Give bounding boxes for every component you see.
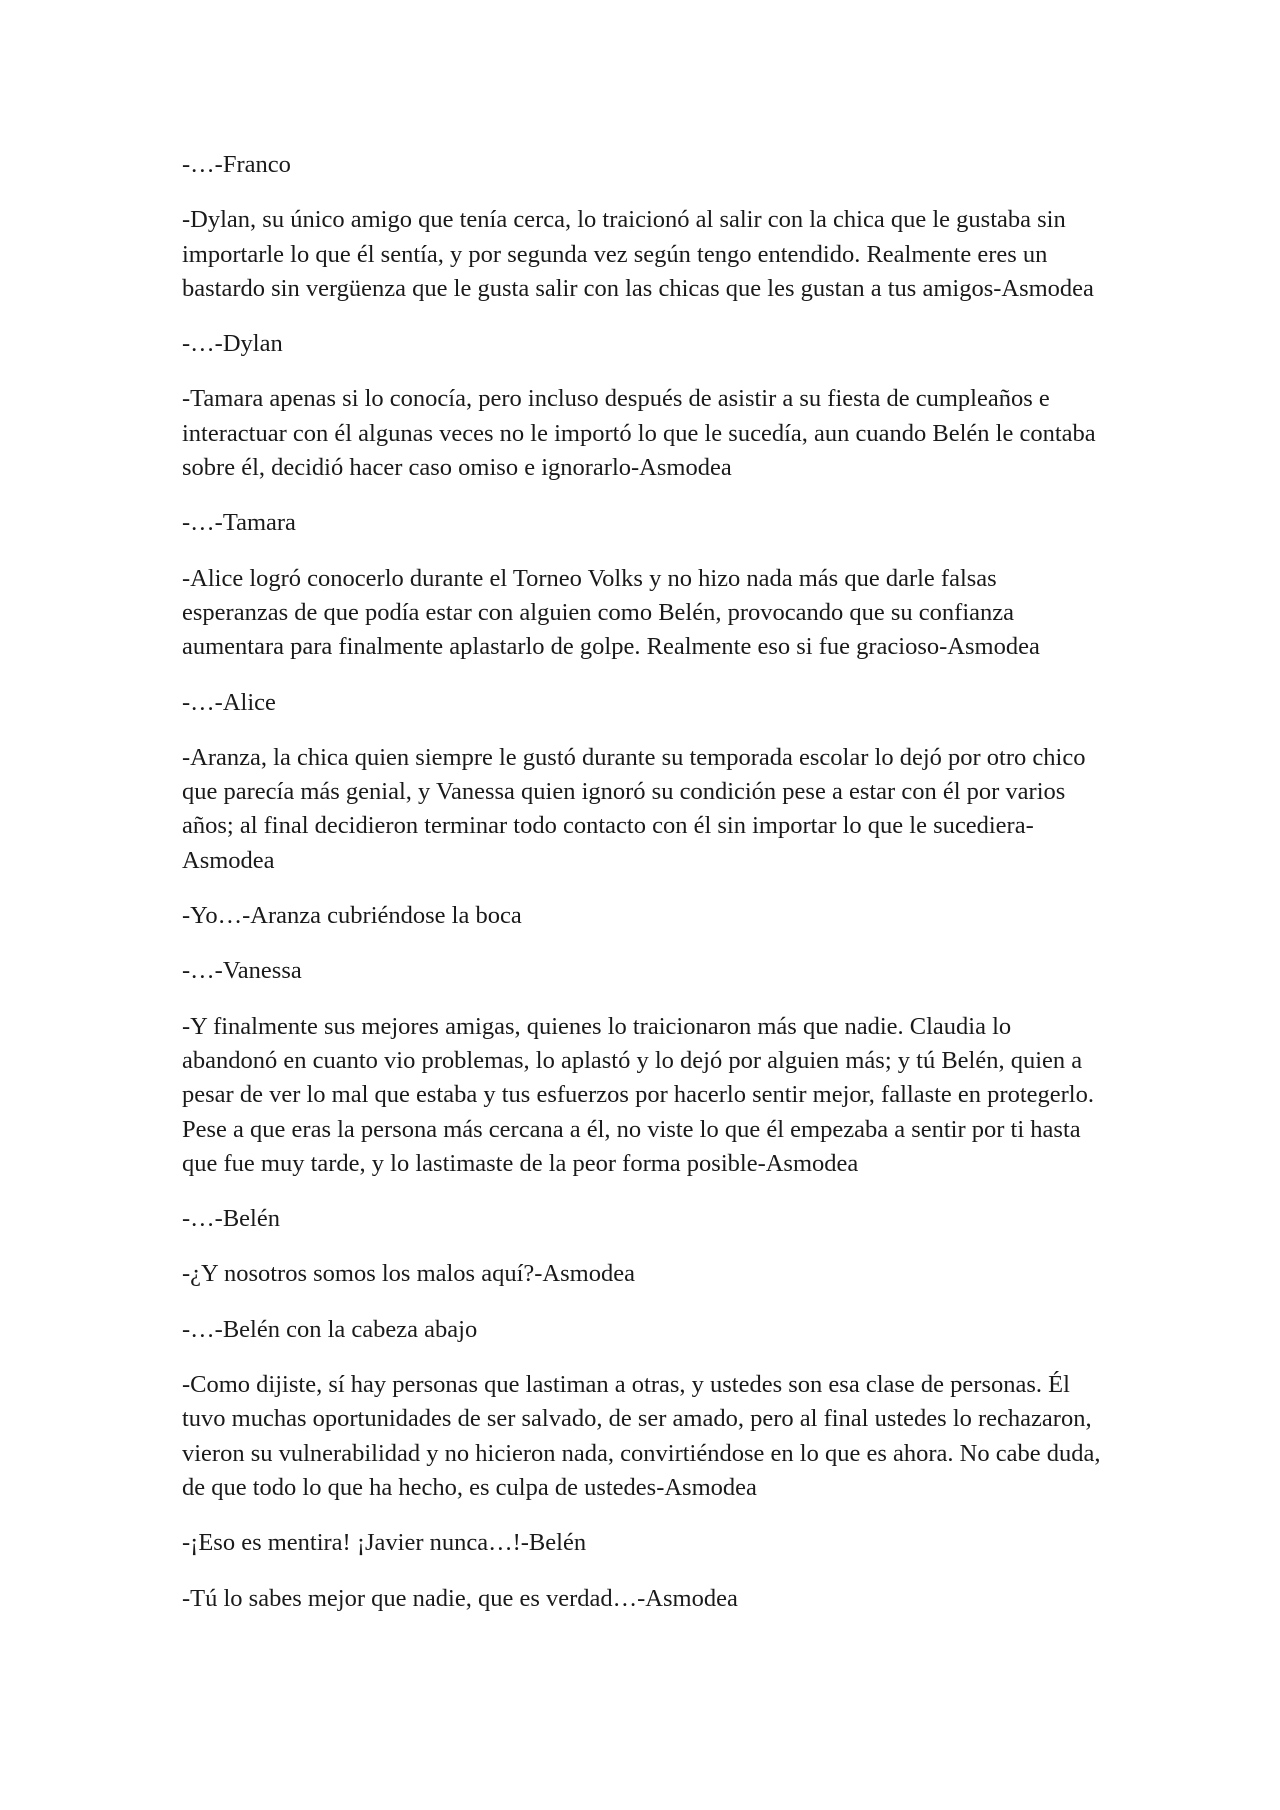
paragraph: -Tamara apenas si lo conocía, pero incluso después de asistir a su fiesta de cumpleaños e interactuar con él algunas veces no le importó lo que le sucedía, aun cuando Belén le contaba sobre él, decidió hacer caso omiso e ignorarlo-Asmodea [182, 385, 1096, 482]
paragraph: -Y finalmente sus mejores amigas, quienes lo traicionaron más que nadie. Claudia lo abandonó en cuanto vio problemas, lo aplastó y lo dejó por alguien más; y tú Belén, quien a pesar de ver lo mal que estaba y tus esfuerzos por hacerlo sentir mejor, fallaste en protegerlo. Pese a que eras la persona más cercana a él, no viste lo que él empezaba a sentir por ti hasta que fue muy tarde, y lo lastimaste de la peor forma posible-Asmodea [182, 1012, 1094, 1177]
paragraph: -…-Franco [182, 151, 291, 178]
paragraph: -Alice logró conocerlo durante el Torneo Volks y no hizo nada más que darle falsas esperanzas de que podía estar con alguien como Belén, provocando que su confianza aumentara para finalmente aplastarlo de golpe. Realmente eso si fue gracioso-Asmodea [182, 564, 1040, 661]
paragraph: -¿Y nosotros somos los malos aquí?-Asmodea [182, 1260, 635, 1288]
paragraph: -…-Tamara [182, 509, 296, 537]
paragraph: -Dylan, su único amigo que tenía cerca, lo traicionó al salir con la chica que le gustaba sin importarle lo que él sentía, y por segunda vez según tengo entendido. Realmente eres un bastardo sin vergüenza que le gusta salir con las chicas que les gustan a tus amigos-Asmodea [182, 206, 1094, 302]
document-body [182, 148, 1102, 1637]
paragraph: -…-Dylan [182, 330, 283, 358]
paragraph: -…-Belén [182, 1205, 280, 1233]
paragraph: -…-Vanessa [182, 957, 302, 985]
paragraph: -Como dijiste, sí hay personas que lastiman a otras, y ustedes son esa clase de personas. Él tuvo muchas oportunidades de ser salvado, de ser amado, pero al final ustedes lo rechazaron, vieron su vulnerabilidad y no hicieron nada, convirtiéndose en lo que es ahora. No cabe duda, de que todo lo que ha hecho, es culpa de ustedes-Asmodea [182, 1371, 1101, 1501]
paragraph: -Yo…-Aranza cubriéndose la boca [182, 902, 522, 930]
paragraph: -Tú lo sabes mejor que nadie, que es verdad…-Asmodea [182, 1584, 738, 1612]
paragraph: -…-Belén con la cabeza abajo [182, 1315, 478, 1343]
paragraph: -Aranza, la chica quien siempre le gustó durante su temporada escolar lo dejó por otro chico que parecía más genial, y Vanessa quien ignoró su condición pese a estar con él por varios años; al final decidieron terminar todo contacto con él sin importar lo que le sucediera-Asmodea [182, 743, 1086, 874]
paragraph: -…-Alice [182, 688, 276, 716]
paragraph: -¡Eso es mentira! ¡Javier nunca…!-Belén [182, 1529, 587, 1557]
